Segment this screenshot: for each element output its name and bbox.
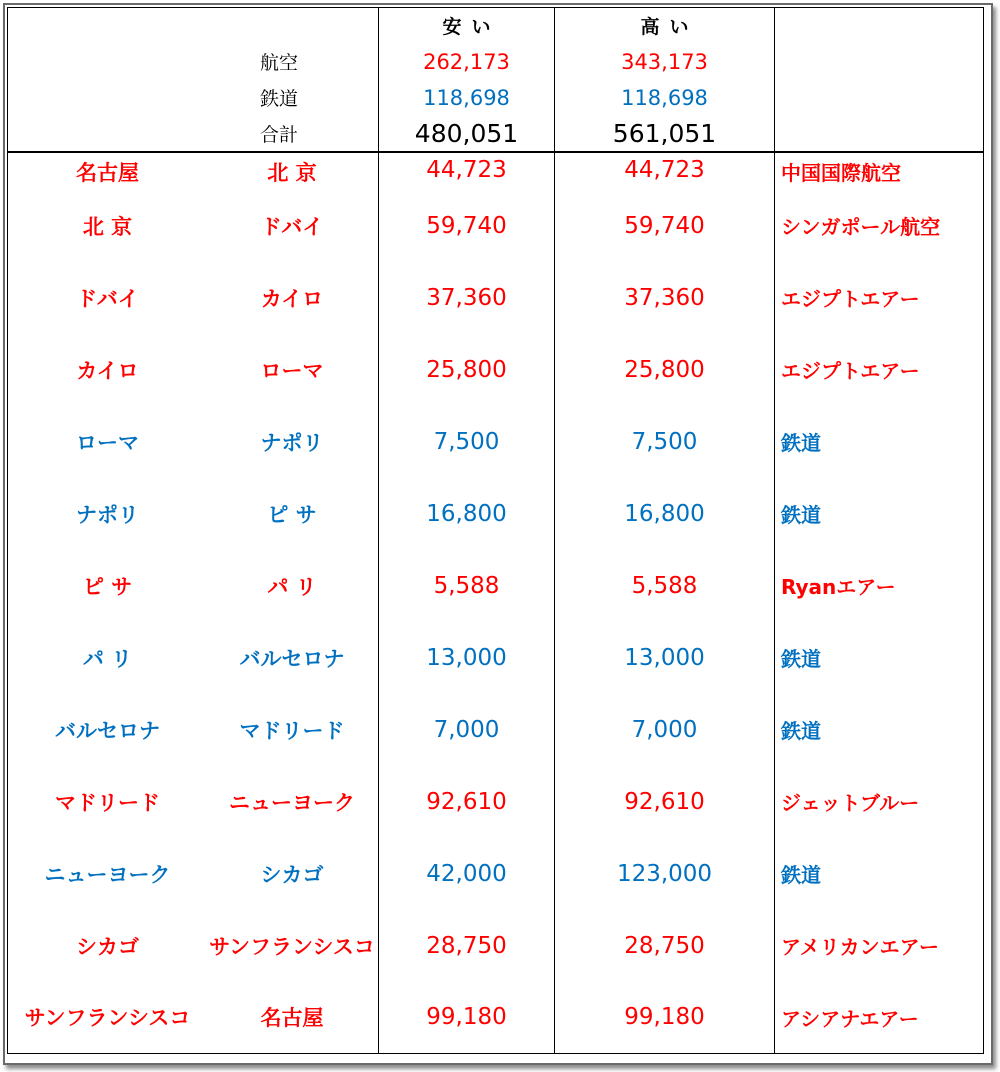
- route-cell: [8, 838, 379, 910]
- summary-blank: [775, 44, 984, 80]
- route-to: ナポリ: [260, 430, 324, 455]
- table-row: [8, 406, 984, 478]
- table-row: [8, 262, 984, 334]
- summary-label: 鉄道: [8, 80, 379, 116]
- carrier: シンガポール航空: [775, 190, 984, 262]
- route-to: バルセロナ: [239, 646, 345, 671]
- cheap-cost: 7,000: [379, 694, 555, 766]
- route-cell: [8, 982, 379, 1054]
- route-to: シカゴ: [260, 862, 324, 887]
- travel-cost-table: [7, 7, 984, 1054]
- expensive-cost: 123,000: [555, 838, 775, 910]
- cheap-cost: 13,000: [379, 622, 555, 694]
- expensive-cost: 5,588: [555, 550, 775, 622]
- route-cell: [8, 406, 379, 478]
- cheap-cost: 99,180: [379, 982, 555, 1054]
- route-to: ニューヨーク: [229, 790, 355, 815]
- route-to: 名古屋: [260, 1006, 324, 1031]
- carrier: アシアナエアー: [775, 982, 984, 1054]
- expensive-cost: 99,180: [555, 982, 775, 1054]
- table-row: [8, 478, 984, 550]
- total-blank: [775, 116, 984, 152]
- expensive-cost: 92,610: [555, 766, 775, 838]
- table-row: [8, 694, 984, 766]
- header-expensive: 高い: [555, 8, 775, 44]
- cheap-cost: 28,750: [379, 910, 555, 982]
- cheap-cost: 44,723: [379, 152, 555, 190]
- header-cheap: 安い: [379, 8, 555, 44]
- carrier: 鉄道: [775, 622, 984, 694]
- total-cheap: 480,051: [379, 116, 555, 152]
- summary-cheap: 118,698: [379, 80, 555, 116]
- header-carrier-blank: [775, 8, 984, 44]
- route-to: 北 京: [267, 160, 317, 185]
- route-from: ピ サ: [82, 574, 133, 599]
- cheap-cost: 59,740: [379, 190, 555, 262]
- summary-expensive: 343,173: [555, 44, 775, 80]
- summary-row-air: [8, 44, 984, 80]
- expensive-cost: 13,000: [555, 622, 775, 694]
- summary-cheap: 262,173: [379, 44, 555, 80]
- carrier: エジプトエアー: [775, 334, 984, 406]
- header-row: [8, 8, 984, 44]
- route-from: バルセロナ: [55, 718, 160, 743]
- cheap-cost: 37,360: [379, 262, 555, 334]
- route-to: マドリード: [239, 718, 345, 743]
- expensive-cost: 7,500: [555, 406, 775, 478]
- route-to: ローマ: [260, 358, 324, 383]
- table-row: [8, 982, 984, 1054]
- carrier: Ryanエアー: [775, 550, 984, 622]
- route-to: サンフランシスコ: [209, 934, 375, 959]
- carrier: 鉄道: [775, 694, 984, 766]
- table-row: [8, 550, 984, 622]
- route-from: パ リ: [82, 646, 133, 671]
- route-to: カイロ: [260, 286, 324, 311]
- expensive-cost: 16,800: [555, 478, 775, 550]
- carrier: アメリカンエアー: [775, 910, 984, 982]
- expensive-cost: 44,723: [555, 152, 775, 190]
- route-to: ピ サ: [267, 502, 317, 527]
- table-row: [8, 622, 984, 694]
- route-from: シカゴ: [76, 934, 139, 959]
- summary-label: 航空: [8, 44, 379, 80]
- summary-row-rail: [8, 80, 984, 116]
- route-from: サンフランシスコ: [24, 1006, 191, 1031]
- expensive-cost: 7,000: [555, 694, 775, 766]
- total-row: [8, 116, 984, 152]
- carrier: 鉄道: [775, 406, 984, 478]
- route-from: 名古屋: [76, 160, 139, 185]
- header-blank-cell: [8, 8, 379, 44]
- table-row: [8, 766, 984, 838]
- carrier: 中国国際航空: [775, 152, 984, 190]
- route-from: カイロ: [76, 358, 139, 383]
- cheap-cost: 25,800: [379, 334, 555, 406]
- route-from: ニューヨーク: [44, 862, 171, 887]
- route-cell: [8, 550, 379, 622]
- carrier: 鉄道: [775, 838, 984, 910]
- route-from: ローマ: [76, 430, 139, 455]
- table-row: [8, 838, 984, 910]
- route-cell: [8, 694, 379, 766]
- total-expensive: 561,051: [555, 116, 775, 152]
- expensive-cost: 37,360: [555, 262, 775, 334]
- route-from: ドバイ: [76, 286, 139, 311]
- summary-blank: [775, 80, 984, 116]
- cheap-cost: 7,500: [379, 406, 555, 478]
- carrier: ジェットブルー: [775, 766, 984, 838]
- route-cell: [8, 910, 379, 982]
- expensive-cost: 28,750: [555, 910, 775, 982]
- cheap-cost: 16,800: [379, 478, 555, 550]
- table-row: [8, 910, 984, 982]
- route-cell: [8, 262, 379, 334]
- route-from: マドリード: [55, 790, 160, 815]
- route-to: パ リ: [267, 574, 317, 599]
- table-row: [8, 152, 984, 190]
- route-cell: [8, 622, 379, 694]
- carrier: エジプトエアー: [775, 262, 984, 334]
- route-from: ナポリ: [76, 502, 139, 527]
- route-cell: [8, 478, 379, 550]
- expensive-cost: 25,800: [555, 334, 775, 406]
- route-cell: [8, 334, 379, 406]
- table-row: [8, 190, 984, 262]
- route-to: ドバイ: [260, 214, 324, 239]
- carrier: 鉄道: [775, 478, 984, 550]
- summary-expensive: 118,698: [555, 80, 775, 116]
- cheap-cost: 42,000: [379, 838, 555, 910]
- table-row: [8, 334, 984, 406]
- route-cell: [8, 152, 379, 190]
- route-from: 北 京: [82, 214, 133, 239]
- route-cell: [8, 190, 379, 262]
- route-cell: [8, 766, 379, 838]
- total-label: 合計: [8, 116, 379, 152]
- expensive-cost: 59,740: [555, 190, 775, 262]
- cheap-cost: 5,588: [379, 550, 555, 622]
- cheap-cost: 92,610: [379, 766, 555, 838]
